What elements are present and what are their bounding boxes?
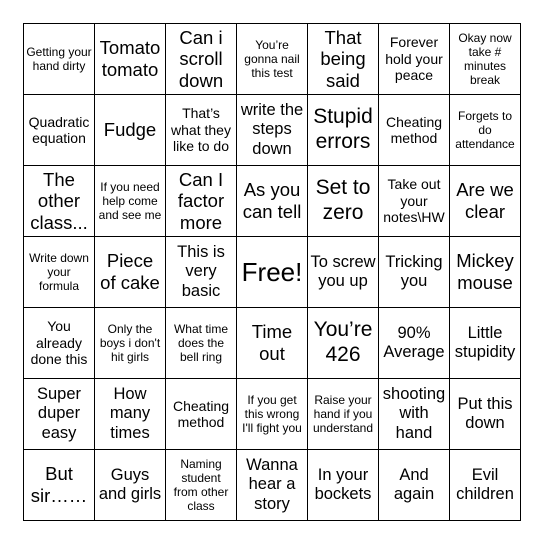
cell-text: Can I factor more — [177, 168, 225, 233]
bingo-cell[interactable] — [308, 308, 379, 379]
cell-text: Super duper easy — [36, 385, 82, 442]
bingo-cell[interactable] — [166, 95, 237, 166]
cell-text: Piece of cake — [100, 250, 160, 293]
cell-text: Take out your notes\HW — [383, 176, 445, 226]
bingo-cell[interactable] — [166, 308, 237, 379]
bingo-cell[interactable] — [379, 237, 450, 308]
bingo-cell[interactable] — [450, 379, 521, 450]
bingo-cell[interactable] — [450, 237, 521, 308]
cell-text: Little stupidity — [454, 323, 516, 361]
cell-text: Can i scroll down — [178, 26, 224, 91]
bingo-cell[interactable] — [379, 95, 450, 166]
bingo-cell[interactable] — [237, 379, 308, 450]
bingo-cell[interactable] — [24, 24, 95, 95]
bingo-cell[interactable] — [95, 95, 166, 166]
cell-text: Tricking you — [385, 252, 443, 290]
cell-text: If you get this wrong I'll fight you — [242, 392, 302, 436]
bingo-cell[interactable] — [95, 237, 166, 308]
bingo-cell[interactable] — [95, 379, 166, 450]
cell-text: And again — [393, 465, 435, 503]
cell-text: Getting your hand dirty — [26, 44, 92, 73]
cell-text: Set to zero — [315, 176, 371, 224]
bingo-cell[interactable] — [237, 308, 308, 379]
cell-text: Guys and girls — [98, 465, 162, 503]
cell-text: You’re 426 — [313, 318, 373, 366]
bingo-cell[interactable] — [166, 166, 237, 237]
cell-text: Forgets to do attendance — [455, 108, 515, 152]
cell-text: Put this down — [457, 394, 513, 432]
cell-text: That being said — [320, 26, 366, 91]
cell-text: Naming student from other class — [173, 456, 229, 514]
cell-text: Fudge — [103, 119, 157, 141]
bingo-cell[interactable] — [450, 450, 521, 521]
bingo-cell[interactable] — [24, 308, 95, 379]
bingo-cell[interactable] — [95, 166, 166, 237]
bingo-cell[interactable] — [308, 166, 379, 237]
cell-text: Quadratic equation — [28, 113, 90, 146]
cell-text: How many times — [109, 385, 151, 442]
bingo-cell[interactable] — [24, 237, 95, 308]
bingo-cell[interactable] — [24, 379, 95, 450]
cell-text: You’re gonna nail this test — [244, 37, 300, 81]
cell-text: Cheating method — [385, 113, 443, 146]
bingo-cell[interactable] — [24, 450, 95, 521]
bingo-cell[interactable] — [379, 379, 450, 450]
bingo-cell[interactable] — [237, 450, 308, 521]
bingo-cell[interactable] — [166, 237, 237, 308]
bingo-cell[interactable] — [450, 24, 521, 95]
cell-text: To screw you up — [310, 252, 376, 290]
cell-text: Only the boys i don't hit girls — [99, 321, 161, 365]
cell-text: Wanna hear a story — [246, 456, 298, 513]
cell-text: What time does the bell ring — [173, 321, 228, 365]
bingo-cell[interactable] — [24, 95, 95, 166]
bingo-cell[interactable] — [166, 379, 237, 450]
cell-text: Mickey mouse — [456, 250, 514, 293]
bingo-cell[interactable] — [450, 95, 521, 166]
bingo-cell[interactable] — [450, 166, 521, 237]
cell-text: Forever hold your peace — [385, 34, 443, 84]
bingo-cell[interactable] — [379, 24, 450, 95]
cell-text: This is very basic — [177, 243, 225, 300]
free-space-cell[interactable] — [237, 237, 308, 308]
cell-text: As you can tell — [242, 179, 302, 222]
cell-text: You already done this — [30, 318, 88, 368]
bingo-cell[interactable] — [308, 24, 379, 95]
cell-text: Stupid errors — [313, 105, 373, 153]
cell-text: Write down your formula — [29, 250, 89, 294]
cell-text: Tomato tomato — [99, 37, 161, 80]
bingo-cell[interactable] — [95, 450, 166, 521]
free-space-label: Free! — [241, 256, 303, 287]
bingo-cell[interactable] — [24, 166, 95, 237]
cell-text: Evil children — [456, 465, 514, 503]
cell-text: That’s what they like to do — [171, 105, 231, 155]
bingo-cell[interactable] — [308, 237, 379, 308]
bingo-cell[interactable] — [237, 95, 308, 166]
cell-text: In your bockets — [314, 465, 372, 503]
cell-text: 90% Average — [383, 323, 445, 361]
bingo-cell[interactable] — [379, 166, 450, 237]
bingo-board — [23, 23, 521, 521]
bingo-cell[interactable] — [308, 95, 379, 166]
cell-text: Are we clear — [456, 179, 514, 222]
cell-text: Okay now take # minutes break — [458, 30, 512, 88]
bingo-cell[interactable] — [166, 24, 237, 95]
cell-text: The other class... — [30, 168, 88, 233]
cell-text: write the steps down — [240, 101, 304, 158]
bingo-cell[interactable] — [237, 24, 308, 95]
bingo-cell[interactable] — [308, 450, 379, 521]
cell-text: But sir…… — [30, 463, 88, 506]
cell-text: Raise your hand if you understand — [312, 392, 374, 436]
bingo-cell[interactable] — [308, 379, 379, 450]
cell-text: shooting with hand — [382, 385, 446, 442]
bingo-cell[interactable] — [95, 24, 166, 95]
bingo-cell[interactable] — [379, 450, 450, 521]
bingo-cell[interactable] — [379, 308, 450, 379]
cell-text: If you need help come and see me — [98, 179, 162, 223]
bingo-cell[interactable] — [450, 308, 521, 379]
cell-text: Time out — [251, 321, 293, 364]
bingo-cell[interactable] — [95, 308, 166, 379]
cell-text: Cheating method — [172, 397, 230, 430]
bingo-cell[interactable] — [166, 450, 237, 521]
bingo-cell[interactable] — [237, 166, 308, 237]
